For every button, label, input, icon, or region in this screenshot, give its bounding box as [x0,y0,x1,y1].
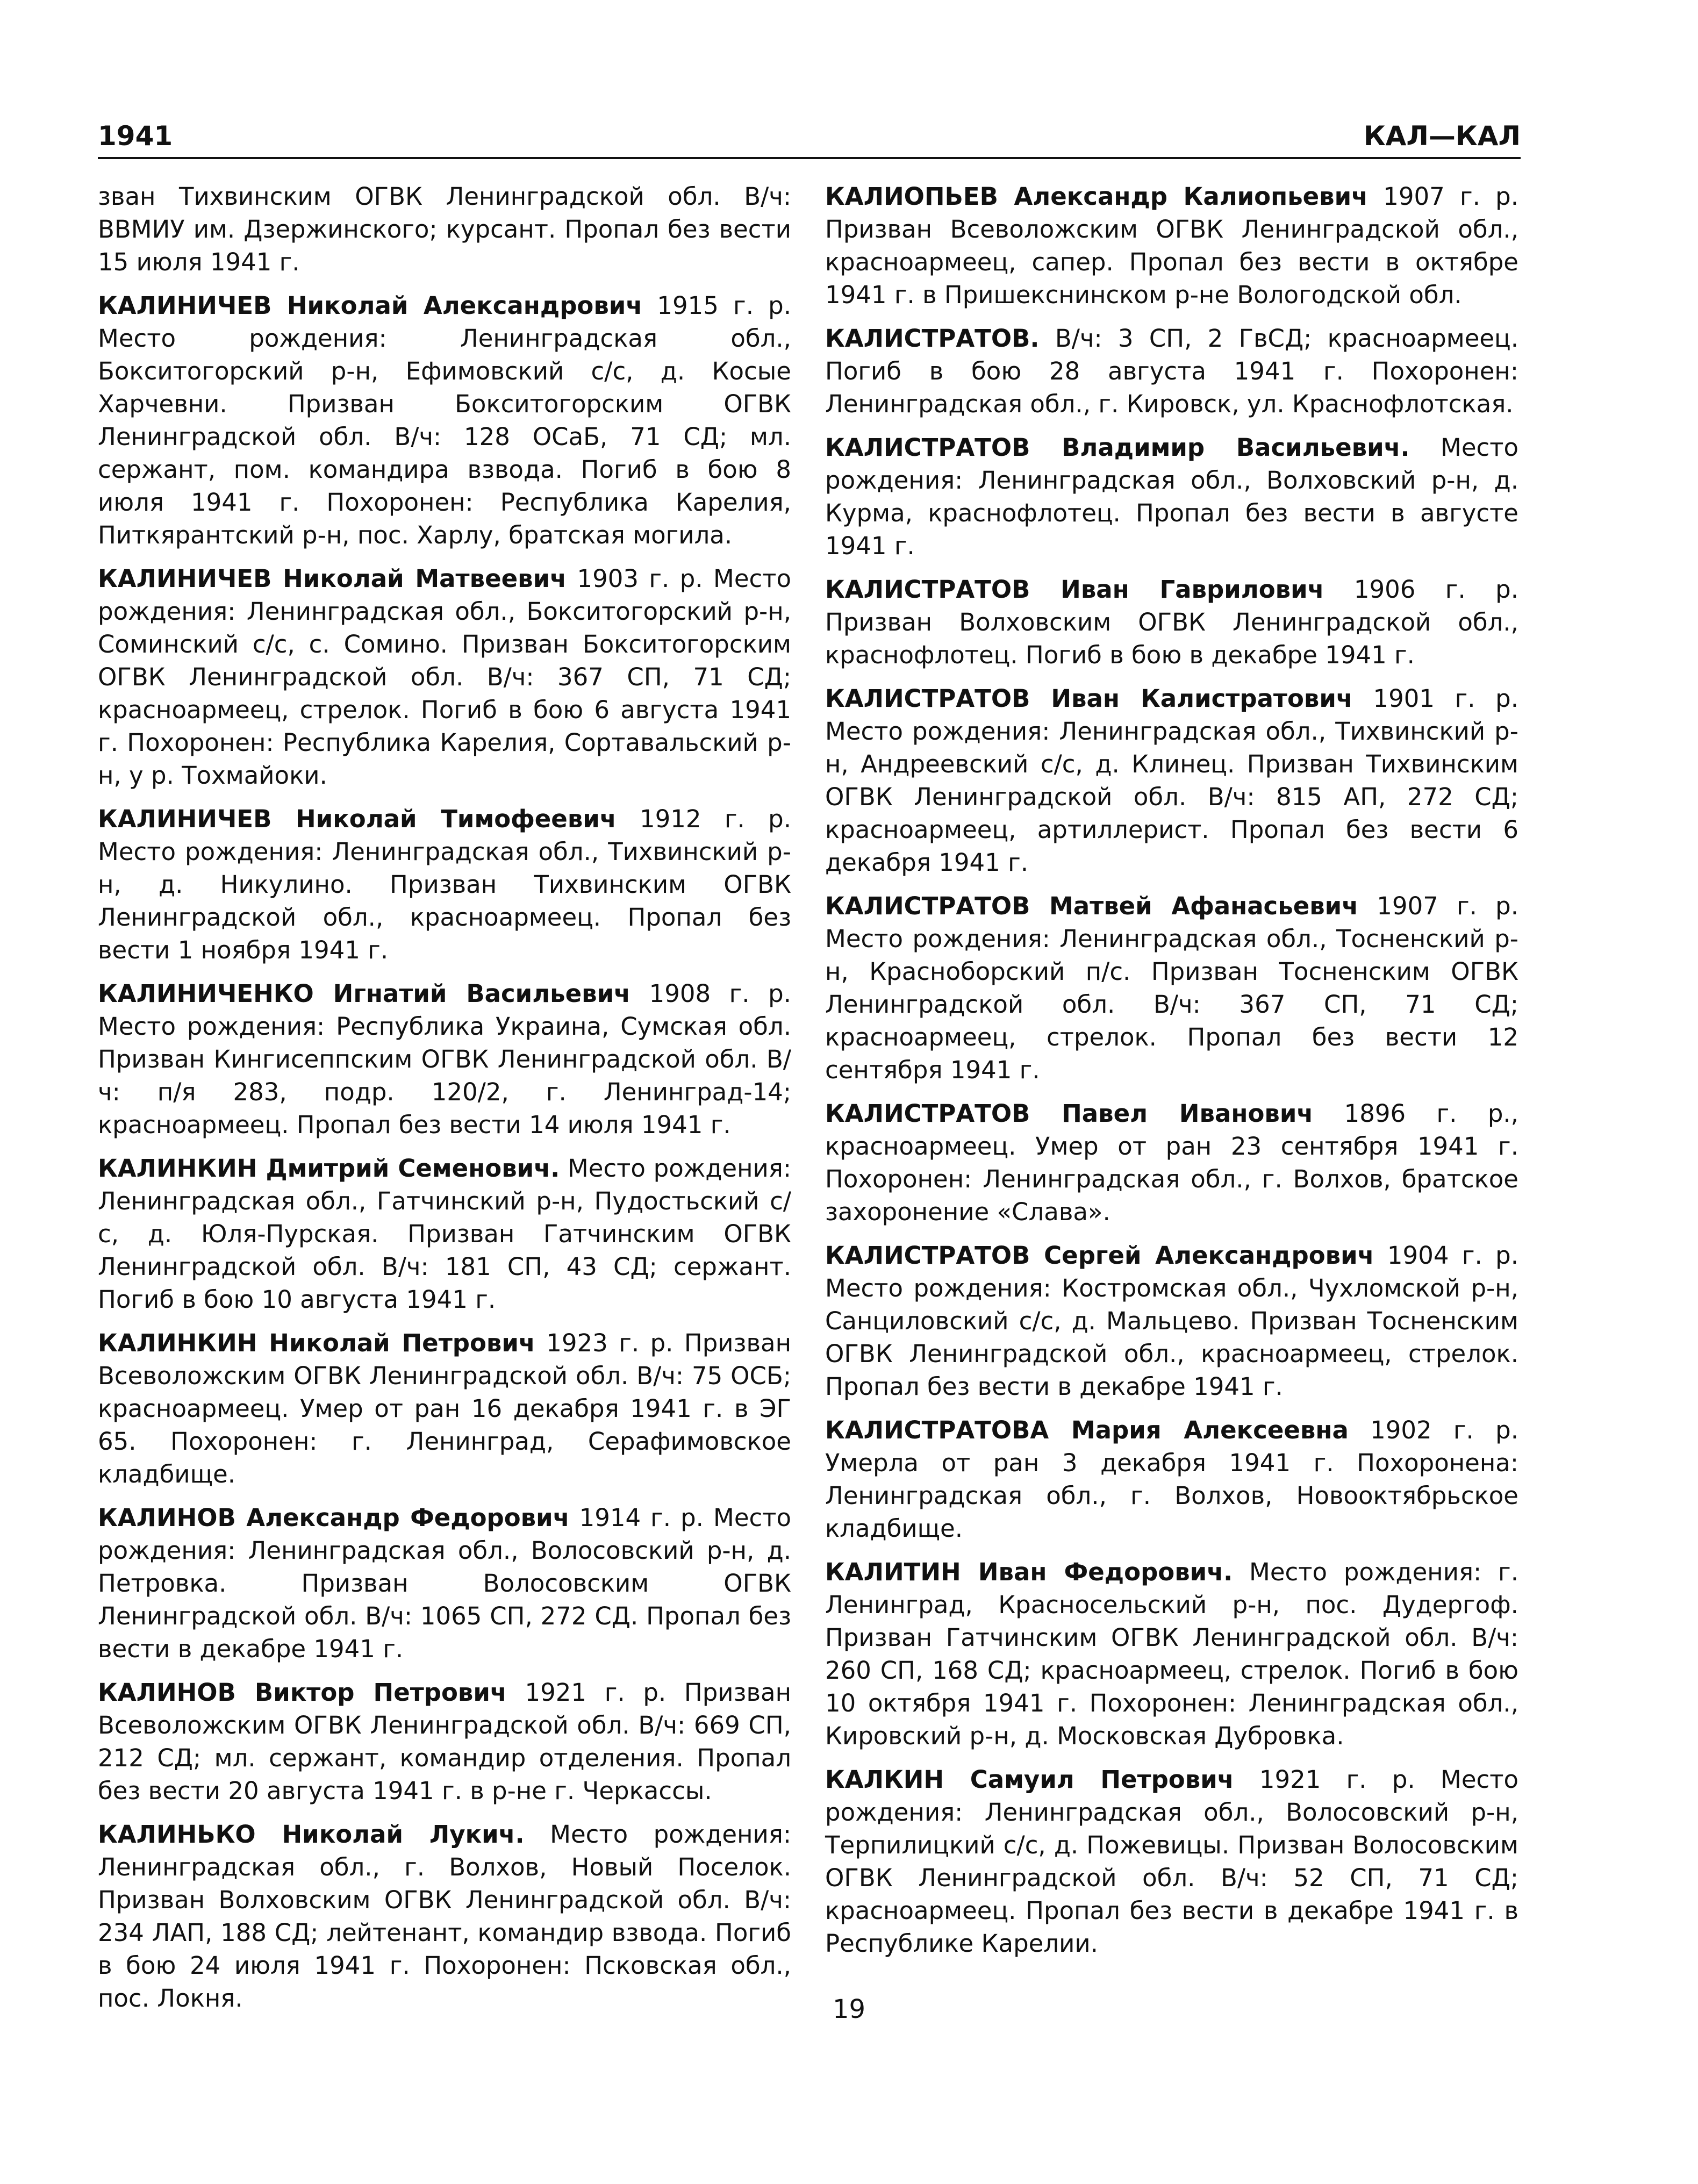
entry-name: КАЛИСТРАТОВ. [825,324,1040,353]
entry-text: 1923 г. р. Призван Всеволожским ОГВК Ленинградской обл. В/ч: 75 ОСБ; красноармеец. Умер от ран 16 декабря 1941 г. в ЭГ 65. Похоронен: г. Ленинград, Серафимовское кладбище. [98,1329,791,1488]
entry [98,1327,791,1491]
entry [98,977,791,1141]
entry-text: зван Тихвинским ОГВК Ленинградской обл. В/ч: ВВМИУ им. Дзержинского; курсант. Пропал без вести 15 июля 1941 г. [98,182,791,276]
entry [825,322,1518,420]
entry-text: 1907 г. р. Призван Всеволожским ОГВК Ленинградской обл., красноармеец, сапер. Пропал без вести в октябре 1941 г. в Пришекснинском р-не Вологодской обл. [825,182,1518,309]
entry-text: 1908 г. р. Место рождения: Республика Украина, Сумская обл. Призван Кингисеппским ОГВК Ленинградской обл. В/ч: п/я 283, подр. 120/2, г. Ленинград-14; красноармеец. Пропал без вести 14 июля 1941 г. [98,979,791,1139]
left-column [98,180,791,2025]
entry-name: КАЛИНИЧЕВ Николай Тимофеевич [98,805,617,833]
entry [98,803,791,966]
entry [825,1097,1518,1228]
entry-name: КАЛИНОВ Александр Федорович [98,1503,570,1532]
entry-name: КАЛИНИЧЕВ Николай Матвеевич [98,564,567,593]
entry-name: КАЛИСТРАТОВ Павел Иванович [825,1099,1314,1128]
entry-text: 1906 г. р. Призван Волховским ОГВК Ленинградской обл., краснофлотец. Погиб в бою в декабре 1941 г. [825,575,1518,669]
header-range: КАЛ—КАЛ [1363,120,1521,152]
entry-text: Место рождения: Ленинградская обл., Волховский р-н, д. Курма, краснофлотец. Пропал без вести в августе 1941 г. [825,433,1518,560]
entry [98,180,791,278]
header-year: 1941 [98,120,173,152]
entry-text: Место рождения: Ленинградская обл., Гатчинский р-н, Пудостьский с/с, д. Юля-Пурская. Призван Гатчинским ОГВК Ленинградской обл. В/ч: 181 СП, 43 СД; сержант. Погиб в бою 10 августа 1941 г. [98,1154,791,1314]
entry [825,1556,1518,1752]
entry-text: 1896 г. р., красноармеец. Умер от ран 23 сентября 1941 г. Похоронен: Ленинградская обл., г. Волхов, братское захоронение «Слава». [825,1099,1518,1226]
running-header [98,119,1521,159]
entry-text: 1912 г. р. Место рождения: Ленинградская обл., Тихвинский р-н, д. Никулино. Призван Тихвинским ОГВК Ленинградской обл., красноармеец. Пропал без вести 1 ноября 1941 г. [98,805,791,964]
entry [98,562,791,792]
entry-name: КАЛИНКИН Николай Петрович [98,1329,535,1357]
entry-name: КАЛИНИЧЕНКО Игнатий Васильевич [98,979,631,1008]
entry [98,1501,791,1665]
entry-name: КАЛИСТРАТОВ Иван Гаврилович [825,575,1324,604]
entry-text: 1907 г. р. Место рождения: Ленинградская обл., Тосненский р-н, Красноборский п/с. Призван Тосненским ОГВК Ленинградской обл. В/ч: 367 СП, 71 СД; красноармеец, стрелок. Пропал без вести 12 сентября 1941 г. [825,892,1518,1084]
entry [825,682,1518,879]
entry-text: 1901 г. р. Место рождения: Ленинградская обл., Тихвинский р-н, Андреевский с/с, д. Клинец. Призван Тихвинским ОГВК Ленинградской обл. В/ч: 815 АП, 272 СД; красноармеец, артиллерист. Пропал без вести 6 декабря 1941 г. [825,684,1519,877]
page-number: 19 [832,1994,866,2024]
entry-text: 1914 г. р. Место рождения: Ленинградская обл., Волосовский р-н, д. Петровка. Призван Волосовским ОГВК Ленинградской обл. В/ч: 1065 СП, 272 СД. Пропал без вести в декабре 1941 г. [98,1503,791,1663]
entry [825,1239,1518,1403]
entry-name: КАЛИСТРАТОВ Владимир Васильевич. [825,433,1410,462]
entry [825,1414,1518,1545]
entry [825,431,1518,562]
entry-text: 1921 г. р. Призван Всеволожским ОГВК Ленинградской обл. В/ч: 669 СП, 212 СД; мл. сержант, командир отделения. Пропал без вести 20 августа 1941 г. в р-не г. Черкассы. [98,1678,791,1805]
entry-name: КАЛКИН Самуил Петрович [825,1765,1234,1794]
entry [98,1676,791,1807]
entry-name: КАЛИСТРАТОВА Мария Алексеевна [825,1416,1349,1444]
entry-text: 1921 г. р. Место рождения: Ленинградская обл., Волосовский р-н, Терпилицкий с/с, д. Пожевицы. Призван Волосовским ОГВК Ленинградской обл. В/ч: 52 СП, 71 СД; красноармеец. Пропал без вести в декабре 1941 г. в Республике Карелии. [825,1765,1518,1958]
entry-name: КАЛИТИН Иван Федорович. [825,1558,1233,1586]
entry-text: В/ч: 3 СП, 2 ГвСД; красноармеец. Погиб в бою 28 августа 1941 г. Похоронен: Ленинградская обл., г. Кировск, ул. Краснофлотская. [825,324,1518,418]
entry-text: 1903 г. р. Место рождения: Ленинградская обл., Бокситогорский р-н, Соминский с/с, с. Сомино. Призван Бокситогорским ОГВК Ленинградской обл. В/ч: 367 СП, 71 СД; красноармеец, стрелок. Погиб в бою 6 августа 1941 г. Похоронен: Республика Карелия, Сортавальский р-н, у р. Тохмайоки. [98,564,791,790]
entry [825,1763,1518,1960]
entry-name: КАЛИСТРАТОВ Матвей Афанасьевич [825,892,1359,920]
entry-name: КАЛИНКИН Дмитрий Семенович. [98,1154,560,1183]
entry [98,1818,791,2015]
entry-text: 1915 г. р. Место рождения: Ленинградская обл., Бокситогорский р-н, Ефимовский с/с, д. Косые Харчевни. Призван Бокситогорским ОГВК Ленинградской обл. В/ч: 128 ОСаБ, 71 СД; мл. сержант, пом. командира взвода. Погиб в бою 8 июля 1941 г. Похоронен: Республика Карелия, Питкярантский р-н, пос. Харлу, братская могила. [98,291,792,549]
entry-text: 1902 г. р. Умерла от ран 3 декабря 1941 г. Похоронена: Ленинградская обл., г. Волхов, Новооктябрьское кладбище. [825,1416,1519,1543]
entry-name: КАЛИСТРАТОВ Иван Калистратович [825,684,1353,713]
entry-name: КАЛИНОВ Виктор Петрович [98,1678,507,1707]
entry-name: КАЛИОПЬЕВ Александр Калиопьевич [825,182,1369,211]
entry [98,1152,791,1316]
right-column [825,180,1518,1971]
entry-text: Место рождения: Ленинградская обл., г. Волхов, Новый Поселок. Призван Волховским ОГВК Ленинградской обл. В/ч: 234 ЛАП, 188 СД; лейтенант, командир взвода. Погиб в бою 24 июля 1941 г. Похоронен: Псковская обл., пос. Локня. [98,1820,791,2013]
entry-name: КАЛИСТРАТОВ Сергей Александрович [825,1241,1374,1270]
entry-name: КАЛИНИЧЕВ Николай Александрович [98,291,643,320]
entry-name: КАЛИНЬКО Николай Лукич. [98,1820,525,1849]
entry [825,890,1518,1086]
entry-text: Место рождения: г. Ленинград, Красносельский р-н, пос. Дудергоф. Призван Гатчинским ОГВК Ленинградской обл. В/ч: 260 СП, 168 СД; красноармеец, стрелок. Погиб в бою 10 октября 1941 г. Похоронен: Ленинградская обл., Кировский р-н, д. Московская Дубровка. [825,1558,1518,1750]
entry [98,289,791,552]
entry [825,180,1518,311]
entry-text: 1904 г. р. Место рождения: Костромская обл., Чухломской р-н, Санциловский с/с, д. Мальцево. Призван Тосненским ОГВК Ленинградской обл., красноармеец, стрелок. Пропал без вести в декабре 1941 г. [825,1241,1518,1401]
entry [825,573,1518,671]
